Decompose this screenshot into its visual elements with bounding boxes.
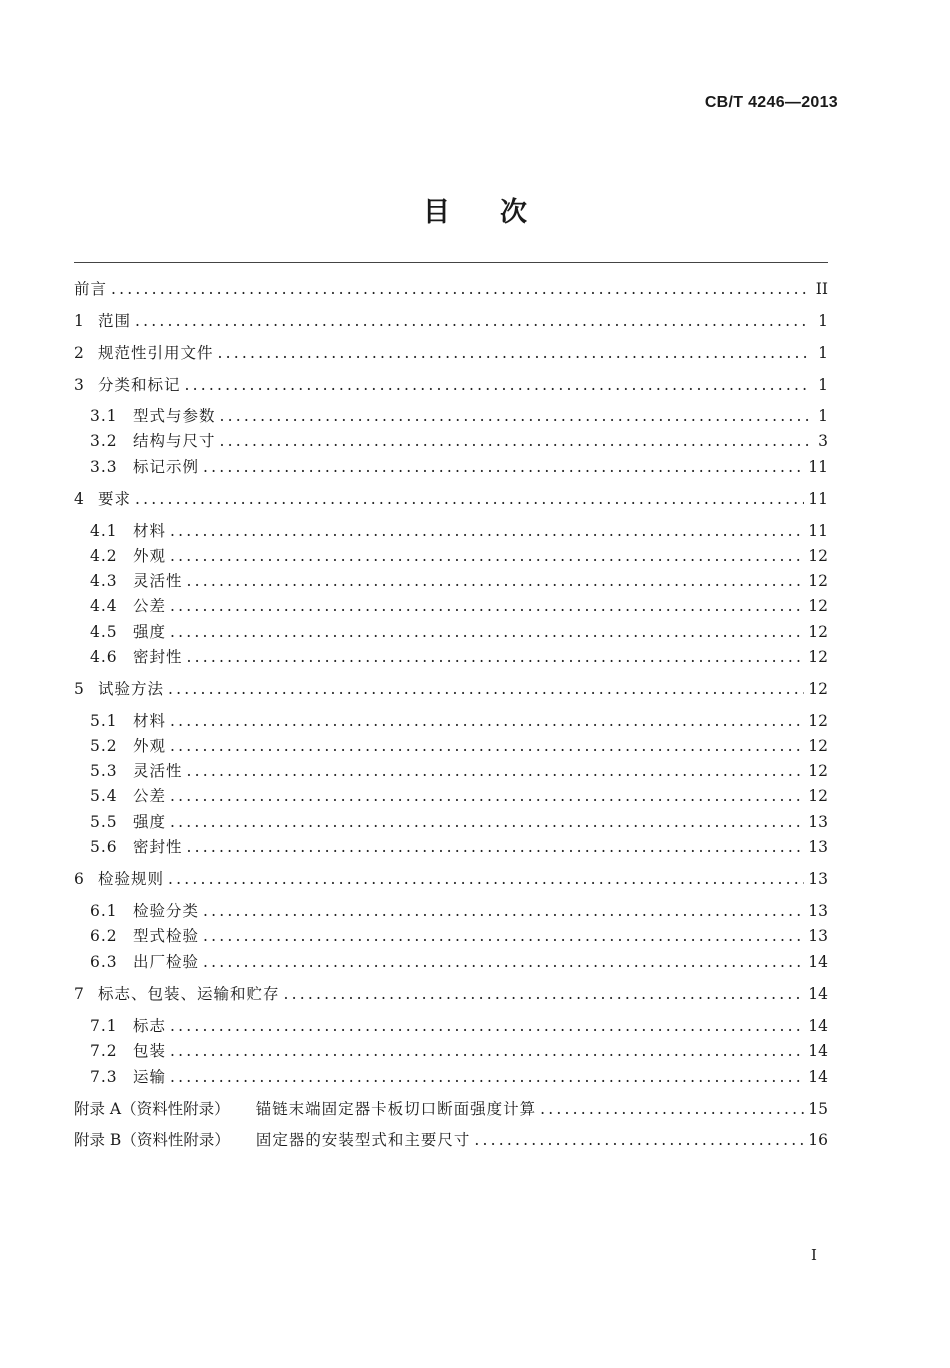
toc-entry-page: 14 — [808, 1068, 828, 1086]
toc-entry-label: 检验分类 — [133, 902, 200, 920]
toc-entry-number: 5.4 — [90, 787, 118, 805]
toc-entry[interactable] — [74, 569, 828, 593]
toc-entry[interactable] — [74, 810, 828, 834]
toc-leader-dots — [168, 870, 804, 888]
toc-entry-label: 型式与参数 — [133, 407, 216, 425]
toc-entry[interactable] — [74, 734, 828, 758]
toc-entry-page: 13 — [808, 838, 828, 856]
toc-entry-label: 出厂检验 — [133, 953, 200, 971]
toc-entry-number: 3.2 — [90, 432, 118, 450]
toc-leader-dots — [170, 1017, 804, 1035]
toc-leader-dots — [220, 407, 810, 425]
toc-entry-page: 14 — [808, 985, 828, 1003]
standard-code: CB/T 4246—2013 — [704, 94, 838, 111]
toc-leader-dots — [187, 838, 805, 856]
toc-entry[interactable] — [74, 924, 828, 948]
toc-entry-number: 7.1 — [90, 1017, 118, 1035]
toc-entry-page: 14 — [808, 1017, 828, 1035]
toc-entry-number: 5 — [74, 680, 84, 698]
toc-entry-label: 标志、包装、运输和贮存 — [98, 985, 280, 1003]
page-title: 目次 — [423, 197, 577, 228]
toc-entry[interactable] — [74, 759, 828, 783]
toc-leader-dots — [170, 1042, 804, 1060]
toc-entry[interactable] — [74, 677, 828, 701]
toc-entry[interactable] — [74, 1065, 828, 1089]
toc-entry[interactable] — [74, 277, 828, 301]
toc-entry-number: 5.3 — [90, 762, 118, 780]
toc-entry-page: 12 — [808, 762, 828, 780]
toc-entry-label: 分类和标记 — [98, 376, 181, 394]
toc-entry-number: 5.5 — [90, 813, 118, 831]
toc-entry-label: 试验方法 — [98, 680, 165, 698]
toc-entry[interactable] — [74, 645, 828, 669]
toc-entry-page: 14 — [808, 1042, 828, 1060]
toc-entry[interactable] — [74, 544, 828, 568]
toc-entry-page: 11 — [808, 458, 828, 476]
toc-leader-dots — [170, 597, 804, 615]
toc-entry-label: 材料 — [133, 522, 167, 540]
toc-entry-number: 4.1 — [90, 522, 118, 540]
toc-entry[interactable] — [74, 1097, 828, 1121]
toc-entry-number: 4.6 — [90, 648, 118, 666]
toc-entry-label: 检验规则 — [98, 870, 165, 888]
toc-entry[interactable] — [74, 784, 828, 808]
toc-leader-dots — [284, 985, 805, 1003]
toc-entry-label: 外观 — [133, 737, 167, 755]
toc-entry-number: 3.3 — [90, 458, 118, 476]
toc-entry-page: 12 — [808, 597, 828, 615]
toc-entry-number: 6 — [74, 870, 84, 888]
toc-entry-label: 标志 — [133, 1017, 167, 1035]
toc-leader-dots — [170, 712, 804, 730]
toc-entry-page: 13 — [808, 813, 828, 831]
toc-entry-number: 附录 A（资料性附录） — [74, 1100, 230, 1118]
toc-entry-number: 2 — [74, 344, 84, 362]
toc-entry-label: 强度 — [133, 623, 167, 641]
toc-entry-label: 材料 — [133, 712, 167, 730]
toc-entry-number: 3 — [74, 376, 84, 394]
toc-entry[interactable] — [74, 1014, 828, 1038]
toc-leader-dots — [135, 490, 804, 508]
toc-leader-dots — [170, 522, 804, 540]
toc-entry-page: 12 — [808, 623, 828, 641]
toc-entry[interactable] — [74, 594, 828, 618]
toc-entry-page: 13 — [808, 902, 828, 920]
toc-leader-dots — [203, 953, 804, 971]
toc-entry-page: 1 — [818, 312, 828, 330]
toc-entry-label: 运输 — [133, 1068, 167, 1086]
toc-entry-label: 强度 — [133, 813, 167, 831]
toc-entry-label: 密封性 — [133, 648, 183, 666]
toc-leader-dots — [185, 376, 810, 394]
toc-entry-number: 5.6 — [90, 838, 118, 856]
toc-entry-number: 6.1 — [90, 902, 118, 920]
toc-entry-page: 12 — [808, 787, 828, 805]
toc-entry[interactable] — [74, 835, 828, 859]
toc-entry-page: 12 — [808, 572, 828, 590]
toc-entry-number: 6.3 — [90, 953, 118, 971]
toc-leader-dots — [111, 280, 810, 298]
toc-entry-page: 14 — [808, 953, 828, 971]
toc-entry[interactable] — [74, 309, 828, 333]
toc-leader-dots — [220, 432, 810, 450]
toc-entry-number: 5.1 — [90, 712, 118, 730]
toc-leader-dots — [168, 680, 804, 698]
toc-entry[interactable] — [74, 429, 828, 453]
toc-entry-page: 16 — [808, 1131, 828, 1149]
toc-entry-number: 附录 B（资料性附录） — [74, 1131, 230, 1149]
toc-entry[interactable] — [74, 899, 828, 923]
table-of-contents — [74, 262, 828, 1149]
toc-entry[interactable] — [74, 341, 828, 365]
toc-leader-dots — [203, 927, 804, 945]
toc-leader-dots — [170, 737, 804, 755]
toc-entry-page: 11 — [808, 522, 828, 540]
toc-entry-number: 6.2 — [90, 927, 118, 945]
toc-leader-dots — [170, 813, 804, 831]
toc-entry[interactable] — [74, 404, 828, 428]
toc-leader-dots — [203, 458, 804, 476]
toc-entry-page: 13 — [808, 870, 828, 888]
toc-entry[interactable] — [74, 950, 828, 974]
toc-leader-dots — [187, 762, 805, 780]
toc-entry-page: 3 — [818, 432, 828, 450]
toc-entry-label: 密封性 — [133, 838, 183, 856]
toc-entry[interactable] — [74, 487, 828, 511]
toc-entry-number: 5.2 — [90, 737, 118, 755]
toc-entry-label: 范围 — [98, 312, 132, 330]
toc-entry-label: 规范性引用文件 — [98, 344, 214, 362]
toc-entry-number: 4.5 — [90, 623, 118, 641]
toc-entry-number: 7 — [74, 985, 84, 1003]
toc-entry-label: 结构与尺寸 — [133, 432, 216, 450]
toc-entry[interactable] — [74, 982, 828, 1006]
toc-entry-label: 公差 — [133, 787, 167, 805]
toc-entry-label: 灵活性 — [133, 762, 183, 780]
toc-leader-dots — [170, 547, 804, 565]
toc-entry-number: 3.1 — [90, 407, 118, 425]
toc-entry[interactable] — [74, 620, 828, 644]
toc-leader-dots — [203, 902, 804, 920]
toc-entry-label: 外观 — [133, 547, 167, 565]
toc-leader-dots — [170, 787, 804, 805]
toc-entry-page: 1 — [818, 376, 828, 394]
page-number: I — [811, 1246, 817, 1264]
toc-entry-number: 7.2 — [90, 1042, 118, 1060]
toc-entry-number: 1 — [74, 312, 84, 330]
toc-entry[interactable] — [74, 867, 828, 891]
toc-entry-number: 4.4 — [90, 597, 118, 615]
toc-entry-label: 标记示例 — [133, 458, 200, 476]
toc-entry-number: 4.2 — [90, 547, 118, 565]
toc-entry[interactable] — [74, 1128, 828, 1152]
toc-leader-dots — [187, 572, 805, 590]
toc-entry-page: 12 — [808, 680, 828, 698]
toc-entry[interactable] — [74, 455, 828, 479]
toc-leader-dots — [170, 623, 804, 641]
toc-leader-dots — [135, 312, 810, 330]
toc-entry-page: 12 — [808, 712, 828, 730]
toc-leader-dots — [218, 344, 810, 362]
toc-entry-page: 1 — [818, 344, 828, 362]
toc-leader-dots — [540, 1100, 804, 1118]
toc-leader-dots — [170, 1068, 804, 1086]
toc-entry-number: 7.3 — [90, 1068, 118, 1086]
toc-entry[interactable] — [74, 373, 828, 397]
toc-entry-label: 前言 — [74, 280, 108, 298]
toc-entry-page: 13 — [808, 927, 828, 945]
toc-entry[interactable] — [74, 519, 828, 543]
toc-entry-number: 4.3 — [90, 572, 118, 590]
toc-entry[interactable] — [74, 709, 828, 733]
toc-entry-label: 要求 — [98, 490, 132, 508]
toc-entry-page: 11 — [808, 490, 828, 508]
toc-entry-page: II — [815, 280, 828, 298]
toc-entry-page: 15 — [808, 1100, 828, 1118]
toc-entry-page: 12 — [808, 737, 828, 755]
toc-entry-label: 包装 — [133, 1042, 167, 1060]
toc-entry-page: 12 — [808, 648, 828, 666]
toc-entry-label: 固定器的安装型式和主要尺寸 — [255, 1131, 471, 1149]
toc-entry-label: 型式检验 — [133, 927, 200, 945]
toc-entry-number: 4 — [74, 490, 84, 508]
toc-entry-label: 灵活性 — [133, 572, 183, 590]
toc-leader-dots — [187, 648, 805, 666]
toc-entry-page: 12 — [808, 547, 828, 565]
toc-leader-dots — [474, 1131, 804, 1149]
toc-entry-label: 锚链末端固定器卡板切口断面强度计算 — [255, 1100, 537, 1118]
toc-entry-page: 1 — [818, 407, 828, 425]
toc-entry-label: 公差 — [133, 597, 167, 615]
toc-entry[interactable] — [74, 1039, 828, 1063]
